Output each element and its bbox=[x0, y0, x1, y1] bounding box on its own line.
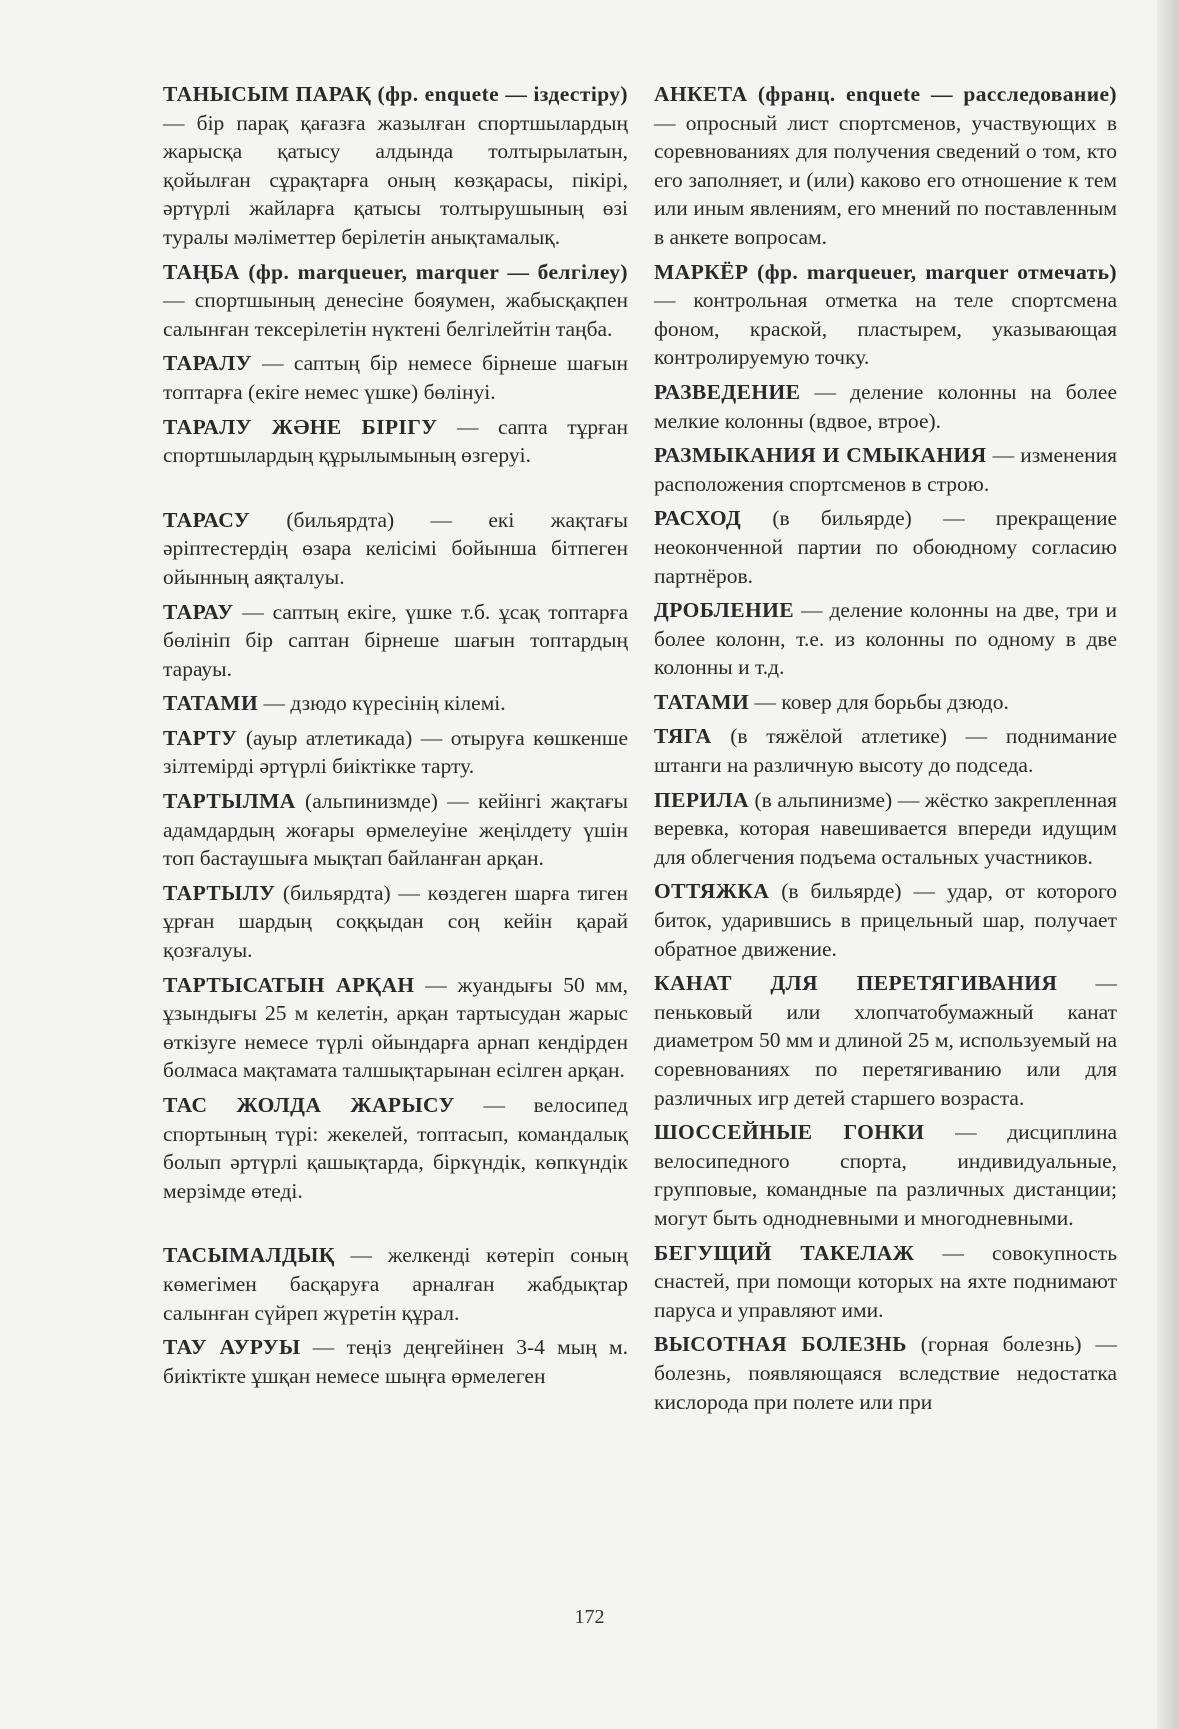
entry-definition: — сапта тұрған спортшылардың құрылымының өзгеруі. bbox=[163, 414, 628, 468]
entry-definition: (горная болезнь) — болезнь, появляющаяся вследствие недостатка кислорода при полете или при bbox=[654, 1332, 1117, 1414]
entry bbox=[654, 596, 1117, 682]
entry-definition: (ауыр атлетикада) — отыруға көшкенше зілтемірді әртүрлі биіктікке тарту. bbox=[163, 725, 628, 779]
entry-term: РАСХОД bbox=[654, 506, 742, 531]
right-column-russian bbox=[654, 80, 1117, 1422]
entry-definition: (в бильярде) — прекращение неоконченной партии по обоюдному согласию партнёров. bbox=[654, 506, 1117, 588]
entry bbox=[654, 722, 1117, 779]
entry-term: РАЗВЕДЕНИЕ bbox=[654, 379, 801, 404]
entry-term: ТАРАУ bbox=[163, 599, 234, 624]
entry bbox=[654, 80, 1117, 252]
entry bbox=[163, 724, 628, 781]
entry-definition: — дисциплина велосипедного спорта, индивидуальные, групповые, командные па различных дистанции; могут быть однодневными и многодневными. bbox=[654, 1120, 1117, 1230]
entry bbox=[163, 1091, 628, 1205]
entry bbox=[654, 786, 1117, 872]
entry-definition: (в бильярде) — удар, от которого биток, ударившись в прицельный шар, получает обратное движение. bbox=[654, 879, 1117, 961]
entry-term: ДРОБЛЕНИЕ bbox=[654, 598, 794, 623]
entry-definition: — саптың екіге, үшке т.б. ұсақ топтарға бөлініп бір саптан бірнеше шағын топтардың тарауы. bbox=[163, 599, 628, 681]
entry-definition: — желкенді көтеріп соның көмегімен басқаруға арналған жабдықтар салынған сүйреп жүретін құрал. bbox=[163, 1243, 628, 1325]
entry-term: ТАРТЫЛУ bbox=[163, 880, 276, 905]
entry-term: ТАРАЛУ bbox=[163, 351, 252, 376]
entry bbox=[654, 1239, 1117, 1325]
entry bbox=[163, 1241, 628, 1327]
entry-term: ТАУ АУРУЫ bbox=[163, 1335, 301, 1360]
entry-term: БЕГУЩИЙ ТАКЕЛАЖ bbox=[654, 1240, 915, 1265]
entry bbox=[163, 413, 628, 470]
left-column-kazakh bbox=[163, 80, 628, 1396]
entry-definition: (бильярдта) — көздеген шарға тиген ұрған шардың соққыдан соң кейін қарай қозғалуы. bbox=[163, 880, 628, 963]
entry-definition: — контрольная отметка на теле спортсмена фоном, краской, пластырем, указывающая контролируемую точку. bbox=[654, 288, 1117, 370]
entry-term: ОТТЯЖКА bbox=[654, 879, 770, 904]
entry-term: МАРКЁР (фр. marqueuer, marquer отмечать) bbox=[654, 259, 1117, 284]
entry bbox=[163, 80, 628, 252]
entry bbox=[654, 258, 1117, 372]
entry-term: ТАРАЛУ ЖӘНЕ БІРІГУ bbox=[163, 414, 438, 439]
entry-term: ТАРАСУ bbox=[163, 507, 251, 532]
entry bbox=[163, 349, 628, 406]
entry-definition: — саптың бір немесе бірнеше шағын топтарға (екіге немес үшке) бөлінуі. bbox=[163, 351, 628, 404]
entry-definition: — деление колонны на две, три и более колонн, т.е. из колонны по одному в две колонны и т.д. bbox=[654, 598, 1117, 680]
entry-term: ТАРТЫЛМА bbox=[163, 789, 296, 814]
entry-term: АНКЕТА (франц. enquete — расследование) bbox=[654, 82, 1117, 106]
entry-definition: — совокупность снастей, при помощи которых на яхте поднимают паруса и управляют ими. bbox=[654, 1240, 1117, 1322]
entry bbox=[654, 1330, 1117, 1416]
entry-definition: — опросный лист спортсменов, участвующих в соревнованиях для получения сведений о том, кто его заполняет, и (или) каково его отношение к тем или иным явлениям, его мнений по поставленным в анкете вопросам. bbox=[654, 110, 1117, 249]
entry bbox=[654, 378, 1117, 435]
entry bbox=[654, 504, 1117, 590]
entry bbox=[654, 1118, 1117, 1232]
entry-definition: — пеньковый или хлопчатобумажный канат диаметром 50 мм и длиной 25 м, используемый на соревнованиях по перетягиванию или для различных игр детей старшего возраста. bbox=[654, 971, 1117, 1110]
entry bbox=[163, 689, 628, 718]
entry bbox=[163, 258, 628, 344]
entry-term: ШОССЕЙНЫЕ ГОНКИ bbox=[654, 1120, 925, 1145]
entry-term: ВЫСОТНАЯ БОЛЕЗНЬ bbox=[654, 1332, 907, 1357]
entry bbox=[654, 877, 1117, 963]
entry bbox=[654, 969, 1117, 1112]
entry-definition: (бильярдта) — екі жақтағы әріптестердің өзара келісімі бойынша бітпеген ойынның аяқталуы. bbox=[163, 507, 628, 589]
entry bbox=[654, 688, 1117, 717]
entry-definition: — теңіз деңгейінен 3-4 мың м. биіктікте ұшқан немесе шыңға өрмелеген bbox=[163, 1335, 628, 1388]
entry-term: ТЯГА bbox=[654, 724, 712, 749]
entry bbox=[163, 879, 628, 965]
entry-term: ТАТАМИ bbox=[654, 689, 750, 714]
entry-definition: — деление колонны на более мелкие колонны (вдвое, втрое). bbox=[654, 379, 1117, 433]
entry-definition: — дзюдо күресінің кілемі. bbox=[258, 691, 506, 716]
entry-definition: — ковер для борьбы дзюдо. bbox=[749, 689, 1009, 714]
entry bbox=[654, 441, 1117, 498]
entry-definition: — изменения расположения спортсменов в строю. bbox=[654, 443, 1117, 496]
entry-definition: (в тяжёлой атлетике) — поднимание штанги на различную высоту до подседа. bbox=[654, 724, 1117, 778]
entry-definition: — жуандығы 50 мм, ұзындығы 25 м келетін, арқан тартысудан жарыс өткізуге немесе түрлі ойындарға арнап кендірден болмаса мақтамата талшықтарынан есілген арқан. bbox=[163, 972, 628, 1083]
entry bbox=[163, 787, 628, 873]
entry bbox=[163, 971, 628, 1085]
entry-term: РАЗМЫКАНИЯ И СМЫКАНИЯ bbox=[654, 443, 987, 468]
entry bbox=[163, 506, 628, 592]
entry bbox=[163, 1333, 628, 1390]
entry-term: ТАҢБА (фр. marqueuer, marquer — белгілеу) bbox=[163, 259, 628, 284]
entry bbox=[163, 598, 628, 684]
entry-definition: — спортшының денесіне бояумен, жабысқақпен салынған тексерілетін нүктені белгілейтін таңба. bbox=[163, 288, 628, 341]
entry-term: КАНАТ ДЛЯ ПЕРЕТЯГИВАНИЯ bbox=[654, 971, 1058, 996]
entry-term: ТАРТЫСАТЫН АРҚАН bbox=[163, 972, 415, 997]
entry-definition: (в альпинизме) — жёстко закрепленная веревка, которая навешивается впереди идущим для облегчения подъема остальных участников. bbox=[654, 787, 1117, 869]
entry-definition: — велосипед спортының түрі: жекелей, топтасып, командалық болып әртүрлі қашықтарда, біркүндік, көпкүндік мерзімде өтеді. bbox=[163, 1093, 628, 1203]
entry-term: ТАСЫМАЛДЫҚ bbox=[163, 1243, 335, 1268]
entry-definition: — бір парақ қағазға жазылған спортшылардың жарысқа қатысу алдында толтырылатын, қойылған сұрақтарға оның көзқарасы, пікірі, әртүрлі жайларға қатысы толтырушының өзі туралы мәліметтер берілетін анықтамалық. bbox=[163, 110, 628, 249]
entry-definition: (альпинизмде) — кейінгі жақтағы адамдардың жоғары өрмелеуіне жеңілдету үшін топ бастаушыға мықтап байланған арқан. bbox=[163, 789, 628, 871]
page-number: 172 bbox=[574, 1606, 605, 1628]
entry-term: ТАТАМИ bbox=[163, 691, 259, 716]
entry-term: ПЕРИЛА bbox=[654, 787, 749, 812]
entry-term: ТАРТУ bbox=[163, 725, 238, 750]
entry-term: ТАНЫСЫМ ПАРАҚ (фр. enquete — іздестіру) bbox=[163, 82, 628, 106]
page-edge-shadow bbox=[1157, 0, 1179, 1729]
entry-term: ТАС ЖОЛДА ЖАРЫСУ bbox=[163, 1093, 455, 1117]
